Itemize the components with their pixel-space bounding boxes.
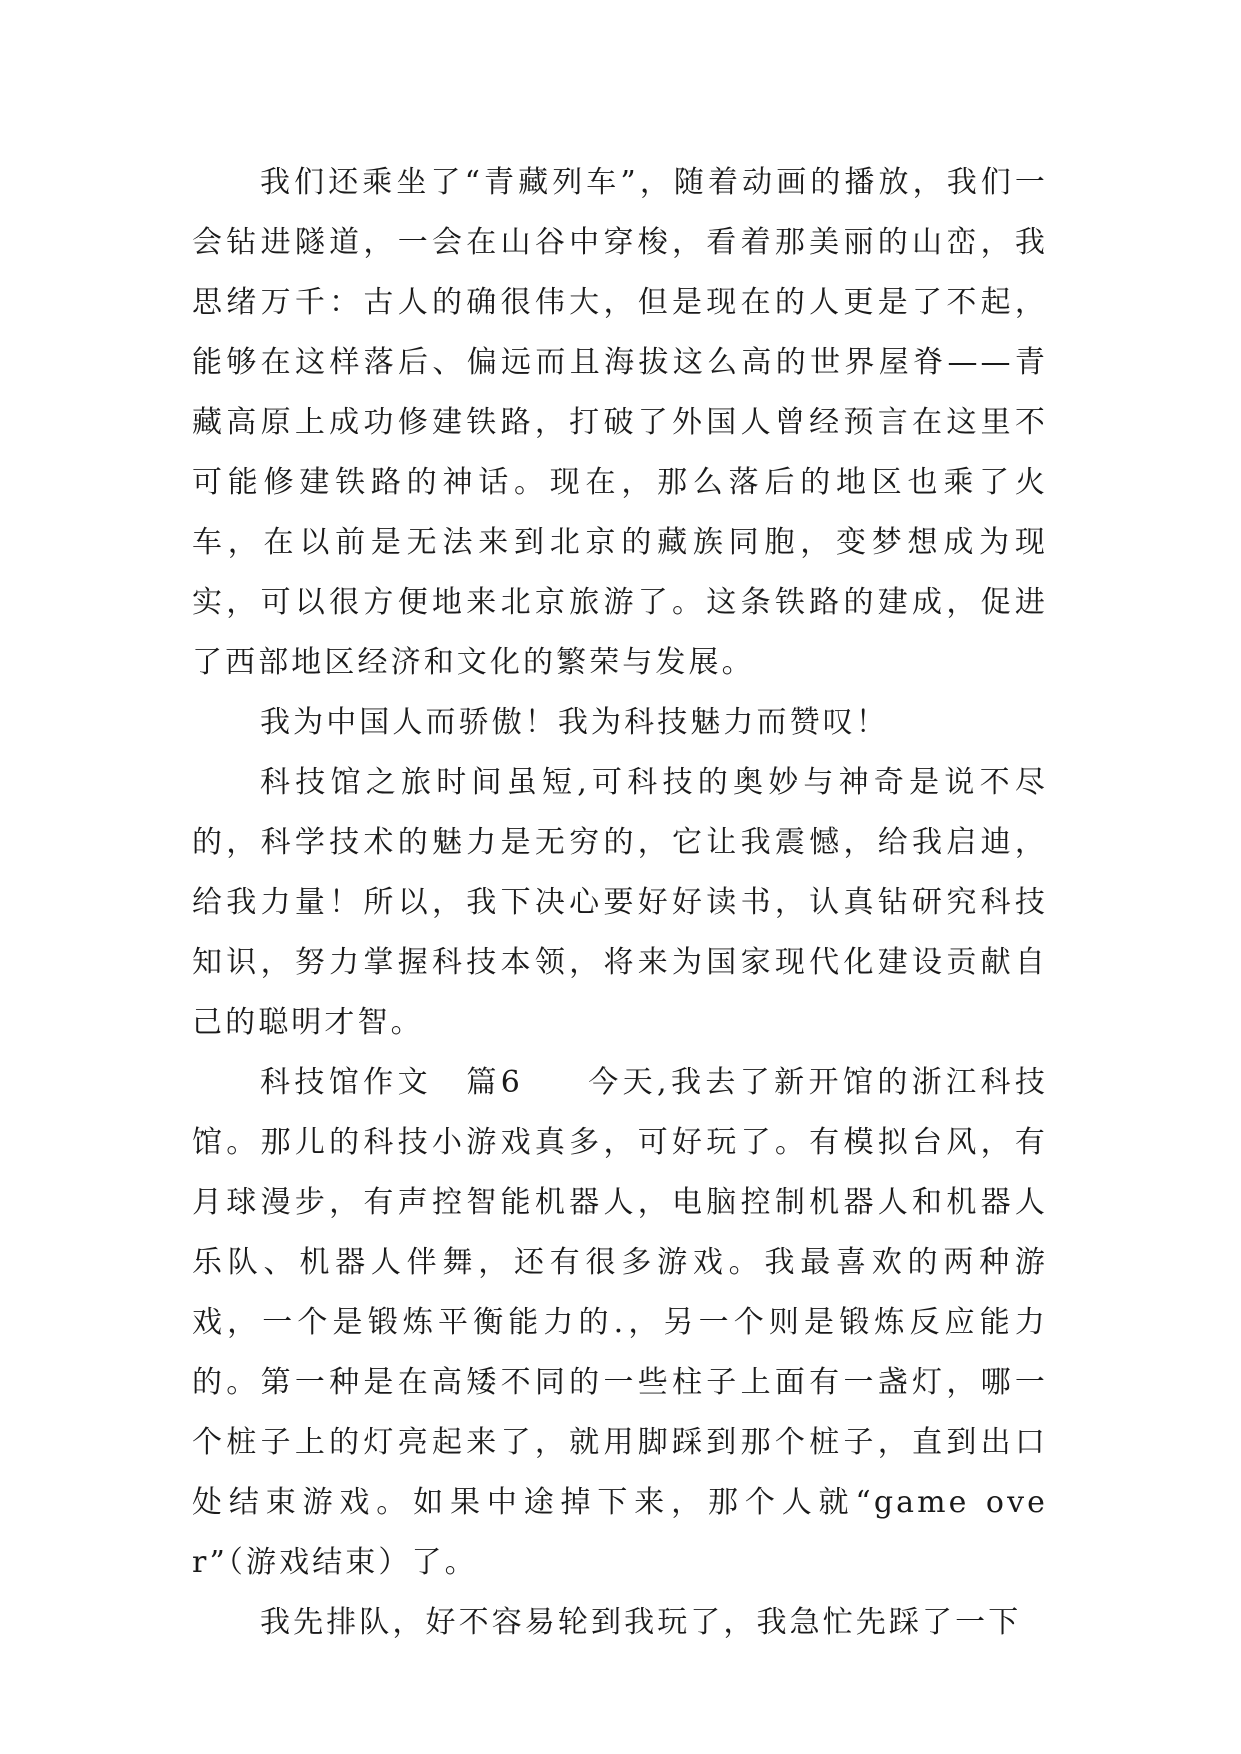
paragraph-conclusion: 科技馆之旅时间虽短,可科技的奥妙与神奇是说不尽的，科学技术的魅力是无穷的，它让我震憾，给我启迪，给我力量！所以，我下决心要好好读书，认真钻研究科技知识，努力掌握科技本领，将来为国家现代化建设贡献自己的聪明才智。 (192, 765, 1048, 1040)
document-body (192, 153, 1048, 1653)
section-heading: 科技馆作文 篇6 (260, 1065, 523, 1100)
section-intro-text: 今天,我去了新开馆的浙江科技馆。那儿的科技小游戏真多，可好玩了。有模拟台风，有月球漫步，有声控智能机器人，电脑控制机器人和机器人乐队、机器人伴舞，还有很多游戏。我最喜欢的两种游戏，一个是锻炼平衡能力的.，另一个则是锻炼反应能力的。第一种是在高矮不同的一些柱子上面有一盏灯，哪一个桩子上的灯亮起来了，就用脚踩到那个桩子，直到出口处结束游戏。如果中途掉下来，那个人就“game over”（游戏结束）了。 (192, 1065, 1049, 1580)
paragraph-pride: 我为中国人而骄傲！我为科技魅力而赞叹！ (260, 705, 889, 740)
paragraph-queue: 我先排队，好不容易轮到我玩了，我急忙先踩了一下 (260, 1605, 1022, 1640)
paragraph-qingzang-train: 我们还乘坐了“青藏列车”，随着动画的播放，我们一会钻进隧道，一会在山谷中穿梭，看着那美丽的山峦，我思绪万千：古人的确很伟大，但是现在的人更是了不起，能够在这样落后、偏远而且海拔这么高的世界屋脊——青藏高原上成功修建铁路，打破了外国人曾经预言在这里不可能修建铁路的神话。现在，那么落后的地区也乘了火车，在以前是无法来到北京的藏族同胞，变梦想成为现实，可以很方便地来北京旅游了。这条铁路的建成，促进了西部地区经济和文化的繁荣与发展。 (192, 165, 1048, 680)
section-paragraph-intro (192, 1053, 1048, 1593)
